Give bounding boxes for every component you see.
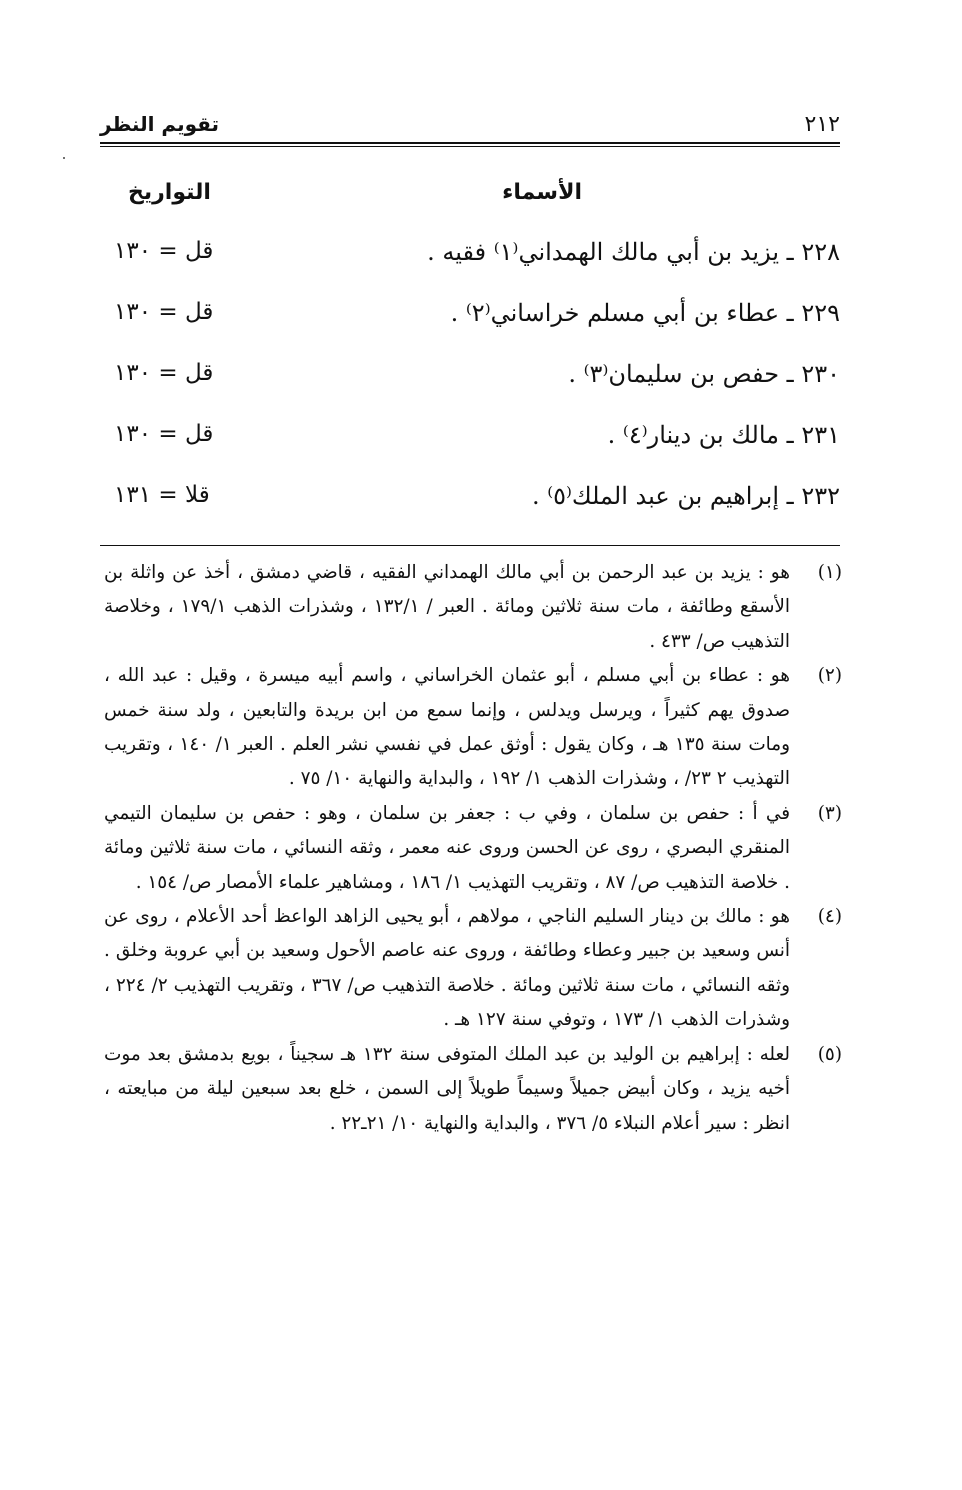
footnote-text: هو : يزيد بن عبد الرحمن بن أبي مالك الهمداني الفقيه ، قاضي دمشق ، أخذ عن واثلة بن الأسقع وطائفة ، مات سنة ثلاثين ومائة . العبر / ١٣٢/١ ، وشذرات الذهب ١٧٩/١ ، وخلاصة التذهيب ص/ ٤٣٣ . (104, 562, 790, 652)
entry-name: ٢٣٢ ـ إبراهيم بن عبد الملك⁽٥⁾ . (531, 482, 840, 510)
running-title: تقويم النظر (100, 112, 220, 136)
footnote-number: (٣) (817, 802, 842, 824)
date-label: قلا (184, 482, 210, 508)
list-entry (100, 482, 840, 522)
footnotes (104, 556, 842, 1141)
scan-speck (63, 157, 65, 159)
date-equals: = (158, 238, 178, 264)
entry-name: ٢٢٨ ـ يزيد بن أبي مالك الهمداني⁽١⁾ فقيه . (427, 238, 840, 266)
entry-date (114, 421, 213, 447)
entry-date (114, 360, 213, 386)
footnote (104, 797, 842, 900)
footnote (104, 1038, 842, 1141)
footnote-number: (١) (817, 562, 842, 583)
footnote-text: لعله : إبراهيم بن الوليد بن عبد الملك المتوفى سنة ١٣٢ هـ سجيناً ، بويع بدمشق بعد موت أخيه يزيد ، وكان أبيض جميلاً وسيماً طويلاً إلى السمن ، خلع بعد سبعين ليلة من مبايعته ، انظر : سير أعلام النبلاء ٥/ ٣٧٦ ، والبداية والنهاية ١٠/ ٢١ـ٢٢ . (104, 1043, 790, 1134)
entry-name: ٢٣٠ ـ حفص بن سليمان⁽٣⁾ . (568, 360, 840, 388)
list-entry (100, 299, 840, 339)
date-equals: = (158, 482, 178, 508)
footnote (104, 556, 842, 659)
page-number: ٢١٢ (804, 112, 840, 137)
date-year: ١٣٠ (114, 360, 152, 386)
date-label: قل (184, 360, 214, 386)
footnote (104, 900, 842, 1038)
date-year: ١٣٠ (114, 299, 152, 325)
footnote-text: في أ : حفص بن سلمان ، وفي ب : جعفر بن سلمان ، وهو : حفص بن سليمان التيمي المنقري البصري ، روى عن الحسن وروى عنه معمر ، وثقه النسائي ، مات سنة ثلاثين ومائة . خلاصة التذهيب ص/ ٨٧ ، وتقريب التهذيب ١/ ١٨٦ ، ومشاهير علماء الأمصار ص/ ١٥٤ . (104, 802, 790, 893)
entry-date (114, 482, 210, 508)
entry-name: ٢٣١ ـ مالك بن دينار⁽٤⁾ . (607, 421, 840, 449)
footnote-number: (٤) (817, 906, 842, 928)
date-label: قل (184, 238, 214, 264)
date-year: ١٣٠ (114, 421, 152, 447)
date-equals: = (158, 421, 178, 447)
list-entry (100, 421, 840, 461)
header-rule (100, 142, 840, 147)
date-label: قل (184, 299, 214, 325)
footnote-text: هو : عطاء بن أبي مسلم ، أبو عثمان الخراساني ، واسم أبيه ميسرة ، وقيل : عبد الله ، صدوق يهم كثيراً ، ويرسل ويدلس ، وإنما سمع من ابن بريدة والتابعين ، ولد سنة خمس ومات سنة ١٣٥ هـ ، وكان يقول : أوثق عمل في نفسي نشر العلم . العبر ١/ ١٤٠ ، وتقريب التهذيب ٢ ٢٣/ ، وشذرات الذهب ١/ ١٩٢ ، والبداية والنهاية ١٠/ ٧٥ . (104, 665, 790, 790)
entry-date (114, 238, 213, 264)
list-entry (100, 238, 840, 278)
date-year: ١٣٠ (114, 238, 152, 264)
date-equals: = (158, 360, 178, 386)
footnote-separator (100, 545, 840, 546)
date-label: قل (184, 421, 214, 447)
list-entry (100, 360, 840, 400)
date-equals: = (158, 299, 178, 325)
footnote-number: (٢) (817, 665, 842, 687)
entry-date (114, 299, 213, 325)
footnote-number: (٥) (817, 1043, 842, 1065)
dates-column-heading: التواريخ (128, 180, 211, 205)
entry-name: ٢٢٩ ـ عطاء بن أبي مسلم خراساني⁽٢⁾ . (450, 299, 840, 327)
date-year: ١٣١ (114, 482, 152, 508)
footnote-text: هو : مالك بن دينار السليم الناجي ، مولاهم ، أبو يحيى الزاهد الواعظ أحد الأعلام ، روى عن أنس وسعيد بن جبير وعطاء وطائفة ، وروى عنه عاصم الأحول وسعيد بن أبي عروبة وخلق . وثقه النسائي ، مات سنة ثلاثين ومائة . خلاصة التذهيب ص/ ٣٦٧ ، وتقريب التهذيب ٢/ ٢٢٤ ، وشذرات الذهب ١/ ١٧٣ ، وتوفي سنة ١٢٧ هـ . (104, 906, 790, 1031)
names-column-heading: الأسماء (502, 180, 582, 205)
footnote (104, 659, 842, 797)
